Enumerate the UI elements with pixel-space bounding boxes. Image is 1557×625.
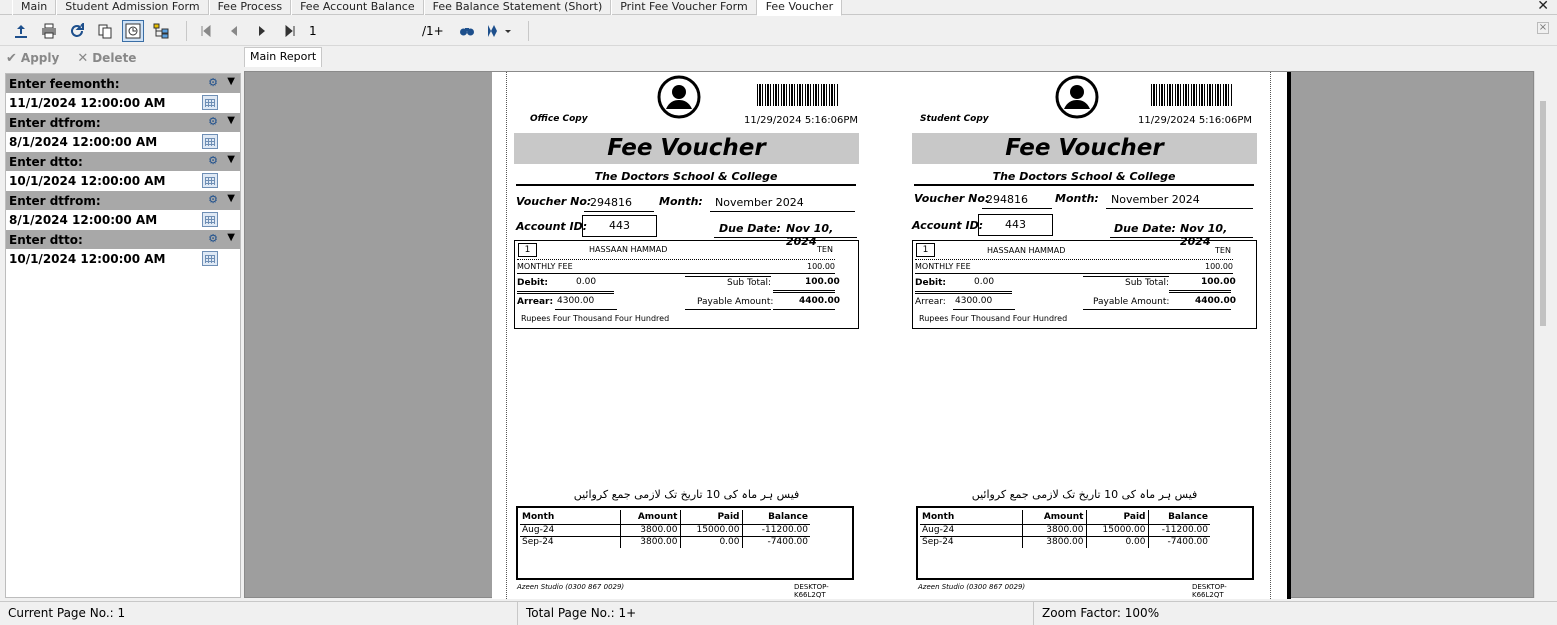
history-amount: 3800.00 [620, 536, 680, 548]
delete-x-icon: ✕ [77, 50, 89, 66]
previous-page-icon[interactable] [223, 20, 245, 42]
month-label: Month: [659, 195, 703, 208]
history-balance: -11200.00 [742, 524, 810, 536]
history-header-paid: Paid [680, 510, 742, 524]
office-copy [514, 72, 859, 599]
history-header-balance: Balance [768, 511, 808, 522]
param-options-icon[interactable]: ⚙ [208, 154, 218, 167]
avatar-icon [1048, 72, 1106, 122]
student-class: TEN [1215, 246, 1231, 255]
history-month: Aug-24 [920, 524, 1022, 536]
calendar-icon[interactable] [202, 95, 218, 110]
debit-label: Debit: [915, 278, 947, 288]
history-header-month: Month [520, 510, 620, 524]
fee-detail-box [514, 240, 859, 329]
history-header-amount: Amount [1022, 510, 1086, 524]
name-underline [517, 259, 835, 260]
param-label: Enter feemonth: [9, 76, 120, 91]
subtotal-underline [773, 290, 835, 293]
param-value: 10/1/2024 12:00:00 AM [9, 252, 166, 266]
month-label: Month: [1055, 192, 1099, 205]
param-label: Enter dtfrom: [9, 115, 101, 130]
serial-number: 1 [518, 243, 537, 257]
param-header [6, 74, 240, 93]
footer-machine: DESKTOP-K66L2QT [1192, 583, 1227, 599]
footer-machine: DESKTOP-K66L2QT [794, 583, 829, 599]
student-copy [912, 72, 1257, 599]
barcode [1151, 84, 1233, 106]
tab-fee-process[interactable]: Fee Process [209, 0, 292, 15]
payable-label-underline [685, 309, 771, 310]
copy-label: Student Copy [920, 114, 989, 124]
status-bar [0, 601, 1557, 625]
fee-item-underline [915, 273, 1233, 274]
voucher-no: 294816 [986, 193, 1028, 206]
tab-print-fee-voucher-form[interactable]: Print Fee Voucher Form [611, 0, 756, 15]
table-row [920, 536, 1210, 548]
history-paid: 15000.00 [1086, 524, 1148, 536]
param-value: 8/1/2024 12:00:00 AM [9, 135, 158, 149]
param-value: 11/1/2024 12:00:00 AM [9, 96, 166, 110]
toolbar-separator [186, 21, 187, 41]
footer-credit: Azeen Studio (0300 867 0029) [517, 583, 625, 591]
due-date-underline [1110, 237, 1253, 238]
subtotal-topline [1083, 276, 1169, 277]
payable-underline [773, 309, 835, 310]
history-header-amount: Amount [620, 510, 680, 524]
history-header-balance: Balance [1168, 511, 1208, 522]
account-id-label: Account ID: [912, 219, 984, 232]
refresh-icon[interactable] [66, 20, 88, 42]
param-value: 10/1/2024 12:00:00 AM [9, 174, 166, 188]
debit-underline [517, 291, 614, 294]
print-datetime: 11/29/2024 5:16:06PM [744, 115, 859, 126]
due-date-underline [714, 237, 857, 238]
table-row [520, 536, 810, 548]
voucher-no-underline [584, 211, 654, 212]
history-header-paid: Paid [1086, 510, 1148, 524]
fee-item-amount: 100.00 [1205, 262, 1233, 271]
scrollbar-thumb[interactable] [1540, 101, 1546, 326]
voucher-title: Fee Voucher [912, 133, 1257, 164]
toggle-group-tree-icon[interactable] [122, 20, 144, 42]
param-value-field[interactable] [6, 210, 240, 230]
debit-underline [915, 291, 1012, 294]
report-page [492, 72, 1287, 599]
apply-label: Apply [20, 51, 60, 65]
barcode [757, 84, 839, 106]
month-underline [710, 211, 855, 212]
calendar-icon[interactable] [202, 134, 218, 149]
param-options-icon[interactable]: ⚙ [208, 76, 218, 89]
calendar-icon[interactable] [202, 212, 218, 227]
param-options-icon[interactable]: ⚙ [208, 193, 218, 206]
debit-value: 0.00 [974, 277, 995, 287]
tree-view-icon[interactable] [150, 20, 172, 42]
param-collapse-icon[interactable]: ▼ [227, 115, 235, 126]
page-margin-left [506, 72, 507, 599]
footer-credit: Azeen Studio (0300 867 0029) [918, 583, 1026, 591]
param-collapse-icon[interactable]: ▼ [227, 154, 235, 165]
payable-label: Payable Amount: [1093, 297, 1170, 307]
subtotal-value: 100.00 [805, 277, 840, 287]
vertical-scrollbar[interactable] [1534, 71, 1552, 598]
current-page-status: Current Page No.: 1 [0, 602, 518, 625]
amount-in-words: Rupees Four Thousand Four Hundred [521, 314, 670, 323]
param-label: Enter dtfrom: [9, 193, 101, 208]
param-collapse-icon[interactable]: ▼ [227, 232, 235, 243]
history-balance: -7400.00 [742, 536, 810, 548]
param-options-icon[interactable]: ⚙ [208, 232, 218, 245]
main-report-tab[interactable]: Main Report [244, 47, 322, 67]
parameter-actions [6, 49, 154, 67]
table-row [520, 524, 810, 536]
param-value: 8/1/2024 12:00:00 AM [9, 213, 158, 227]
zoom-status: Zoom Factor: 100% [1042, 605, 1160, 620]
voucher-no-underline [982, 208, 1052, 209]
fee-item-underline [517, 273, 835, 274]
student-class: TEN [817, 245, 833, 254]
zoom-dropdown-icon[interactable] [484, 20, 514, 42]
history-amount: 3800.00 [620, 524, 680, 536]
avatar-icon [650, 72, 708, 122]
student-name: HASSAAN HAMMAD [589, 245, 668, 254]
report-canvas[interactable] [244, 71, 1534, 598]
param-label: Enter dtto: [9, 232, 83, 247]
export-icon[interactable] [10, 20, 32, 42]
fee-history-box [916, 506, 1254, 580]
arrear-value: 4300.00 [557, 296, 595, 306]
name-underline [915, 259, 1233, 260]
total-page-status: Total Page No.: 1+ [518, 602, 1034, 625]
page-edge [1287, 72, 1291, 599]
param-header [6, 230, 240, 249]
first-page-icon[interactable] [195, 20, 217, 42]
param-value-field[interactable] [6, 249, 240, 269]
toolbar-separator-end [528, 21, 529, 41]
param-collapse-icon[interactable]: ▼ [227, 76, 235, 87]
fee-history-box [516, 506, 854, 580]
history-paid: 0.00 [1086, 536, 1148, 548]
page-margin-right [1270, 72, 1271, 599]
voucher-month: November 2024 [715, 196, 804, 209]
debit-label: Debit: [517, 278, 549, 288]
copy-label: Office Copy [530, 114, 588, 124]
copy-icon[interactable] [94, 20, 116, 42]
tab-fee-balance-statement[interactable]: Fee Balance Statement (Short) [424, 0, 612, 15]
history-paid: 0.00 [680, 536, 742, 548]
fee-item-amount: 100.00 [807, 262, 835, 271]
fee-history-table [520, 510, 810, 548]
payable-underline [1169, 309, 1231, 310]
voucher-no-label: Voucher No: [914, 192, 990, 205]
history-balance: -11200.00 [1148, 524, 1210, 536]
school-name: The Doctors School & College [914, 170, 1254, 186]
parameter-panel [5, 73, 241, 598]
page-number-input[interactable] [307, 22, 422, 40]
search-icon[interactable] [456, 20, 478, 42]
checkmark-icon: ✔ [6, 50, 17, 66]
tab-student-admission-form[interactable]: Student Admission Form [56, 0, 208, 15]
payable-value: 4400.00 [1195, 296, 1236, 306]
param-value-field[interactable] [6, 132, 240, 152]
due-date: Nov 10, 2024 [786, 222, 834, 248]
param-options-icon[interactable]: ⚙ [208, 115, 218, 128]
debit-value: 0.00 [576, 277, 597, 287]
voucher-no-label: Voucher No: [516, 195, 592, 208]
history-amount: 3800.00 [1022, 536, 1086, 548]
param-header [6, 113, 240, 132]
subtotal-label: Sub Total: [727, 278, 772, 288]
report-toolbar [0, 16, 1557, 46]
serial-number: 1 [916, 243, 935, 257]
voucher-title: Fee Voucher [514, 133, 859, 164]
param-value-field[interactable] [6, 171, 240, 191]
fee-item: MONTHLY FEE [915, 262, 971, 271]
subtotal-label: Sub Total: [1125, 278, 1170, 288]
history-month: Sep-24 [920, 536, 1022, 548]
param-header [6, 191, 240, 210]
arrear-label: Arrear: [517, 297, 554, 307]
due-date: Nov 10, 2024 [1180, 222, 1228, 248]
voucher-month: November 2024 [1111, 193, 1200, 206]
param-collapse-icon[interactable]: ▼ [227, 193, 235, 204]
next-page-icon[interactable] [251, 20, 273, 42]
fee-item: MONTHLY FEE [517, 262, 573, 271]
delete-button[interactable] [77, 51, 136, 66]
param-value-field[interactable] [6, 93, 240, 113]
param-header [6, 152, 240, 171]
tab-fee-voucher[interactable]: Fee Voucher [757, 0, 842, 16]
arrear-underline [555, 309, 617, 310]
history-month: Sep-24 [520, 536, 620, 548]
account-id: 443 [978, 214, 1053, 236]
account-id: 443 [582, 215, 657, 237]
close-icon[interactable]: ✕ [1537, 0, 1549, 14]
tab-fee-account-balance[interactable]: Fee Account Balance [291, 0, 424, 15]
fee-detail-box [912, 240, 1257, 329]
month-underline [1106, 208, 1253, 209]
apply-button[interactable] [6, 51, 59, 66]
arrear-underline [953, 309, 1015, 310]
history-amount: 3800.00 [1022, 524, 1086, 536]
voucher-no: 294816 [590, 196, 632, 209]
arrear-value: 4300.00 [955, 296, 993, 306]
fee-history-table [920, 510, 1210, 548]
payable-value: 4400.00 [799, 296, 840, 306]
subtotal-value: 100.00 [1201, 277, 1236, 287]
payable-label: Payable Amount: [697, 297, 774, 307]
due-date-label: Due Date: [719, 222, 781, 235]
history-balance: -7400.00 [1148, 536, 1210, 548]
history-month: Aug-24 [520, 524, 620, 536]
print-datetime: 11/29/2024 5:16:06PM [1138, 115, 1253, 126]
last-page-icon[interactable] [279, 20, 301, 42]
calendar-icon[interactable] [202, 251, 218, 266]
collapse-panel-icon[interactable]: × [1538, 22, 1548, 33]
page-total-label: /1+ [422, 23, 444, 38]
print-icon[interactable] [38, 20, 60, 42]
arrear-label: Arrear: [915, 297, 946, 307]
subtotal-underline [1169, 290, 1231, 293]
subtotal-topline [685, 276, 771, 277]
calendar-icon[interactable] [202, 173, 218, 188]
school-name: The Doctors School & College [516, 170, 856, 186]
tab-strip [0, 0, 1557, 15]
history-header-month: Month [920, 510, 1022, 524]
table-row [920, 524, 1210, 536]
urdu-instruction: فیس ہر ماہ کی 10 تاریخ تک لازمی جمع کروائیں [573, 488, 800, 501]
due-date-label: Due Date: [1114, 222, 1176, 235]
history-paid: 15000.00 [680, 524, 742, 536]
param-label: Enter dtto: [9, 154, 83, 169]
payable-label-underline [1083, 309, 1169, 310]
tab-main[interactable]: Main [12, 0, 56, 15]
urdu-instruction: فیس ہر ماہ کی 10 تاریخ تک لازمی جمع کروائیں [971, 488, 1198, 501]
student-name: HASSAAN HAMMAD [987, 246, 1066, 255]
amount-in-words: Rupees Four Thousand Four Hundred [919, 314, 1068, 323]
account-id-label: Account ID: [516, 220, 588, 233]
delete-label: Delete [92, 51, 137, 65]
